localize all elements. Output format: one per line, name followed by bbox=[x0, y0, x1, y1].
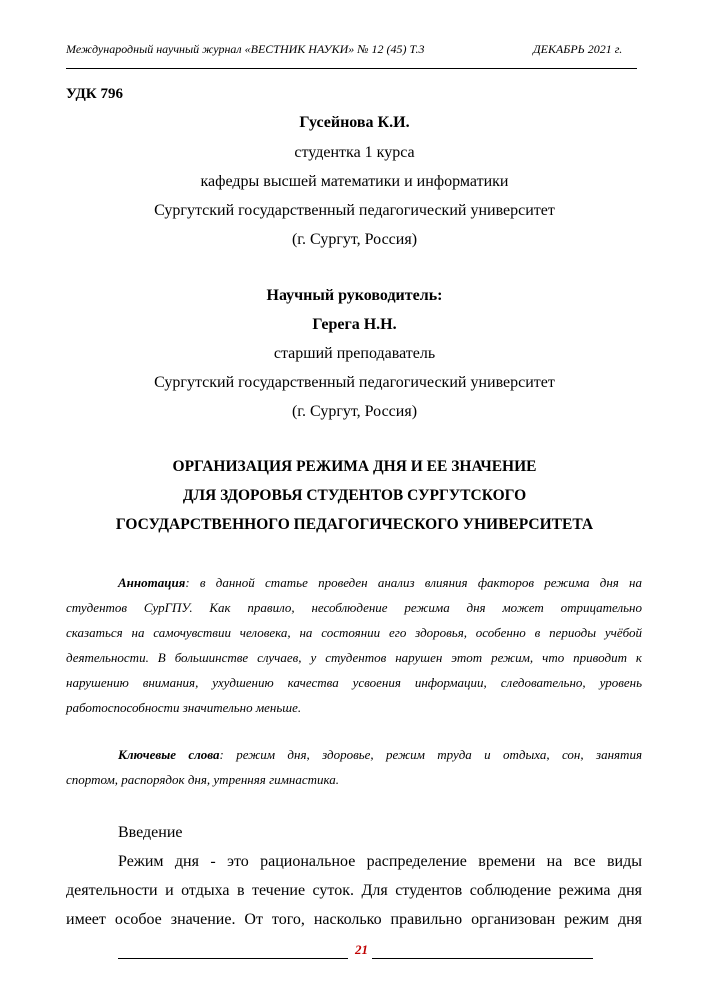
udk-code: УДК 796 bbox=[66, 86, 123, 102]
body-line: деятельности и отдыха в течение суток. Для студентов соблюдение режима дня bbox=[66, 882, 642, 899]
abstract-label: Аннотация bbox=[118, 575, 186, 590]
footer-divider-right bbox=[372, 958, 593, 959]
issue-date: ДЕКАБРЬ 2021 г. bbox=[533, 42, 623, 56]
abstract-line bbox=[118, 575, 642, 591]
footer-divider-left bbox=[118, 958, 348, 959]
title-line: ОРГАНИЗАЦИЯ РЕЖИМА ДНЯ И ЕЕ ЗНАЧЕНИЕ bbox=[172, 458, 537, 475]
title-line: ГОСУДАРСТВЕННОГО ПЕДАГОГИЧЕСКОГО УНИВЕРСИТЕТА bbox=[115, 516, 594, 533]
abstract-line: деятельности. В большинстве случаев, у студентов нарушен этот режим, что приводит к bbox=[66, 650, 642, 665]
abstract-text: : в данной статье проведен анализ влияния факторов режима дня на bbox=[185, 575, 642, 590]
advisor-location: (г. Сургут, Россия) bbox=[291, 403, 418, 420]
body-line: имеет особое значение. От того, насколько правильно организован режим дня bbox=[66, 911, 642, 928]
advisor-name: Герега Н.Н. bbox=[312, 316, 397, 333]
author-location: (г. Сургут, Россия) bbox=[291, 231, 418, 248]
advisor-university: Сургутский государственный педагогический университет bbox=[154, 374, 555, 391]
advisor-position: старший преподаватель bbox=[273, 345, 436, 362]
page-number: 21 bbox=[355, 942, 368, 957]
keywords-label: Ключевые слова bbox=[118, 747, 220, 762]
author-name: Гусейнова К.И. bbox=[299, 114, 410, 131]
author-position: студентка 1 курса bbox=[294, 144, 415, 161]
keywords-line: спортом, распорядок дня, утренняя гимнастика. bbox=[66, 772, 340, 787]
body-line: Режим дня - это рациональное распределение времени на все виды bbox=[118, 853, 642, 870]
author-university: Сургутский государственный педагогический университет bbox=[154, 202, 555, 219]
abstract-line: студентов СурГПУ. Как правило, несоблюдение режима дня может отрицательно bbox=[66, 600, 642, 615]
abstract-line: нарушению внимания, ухудшению качества усвоения информации, следовательно, уровень bbox=[66, 675, 642, 690]
title-line: ДЛЯ ЗДОРОВЬЯ СТУДЕНТОВ СУРГУТСКОГО bbox=[182, 487, 527, 504]
abstract-line: сказаться на самочувствии человека, на состоянии его здоровья, особенно в периоды учёбой bbox=[66, 625, 642, 640]
section-heading: Введение bbox=[118, 824, 183, 841]
journal-title: Международный научный журнал «ВЕСТНИК НАУКИ» № 12 (45) Т.3 bbox=[66, 42, 425, 56]
abstract-line: работоспособности значительно меньше. bbox=[66, 700, 302, 715]
advisor-label: Научный руководитель: bbox=[266, 287, 443, 304]
author-department: кафедры высшей математики и информатики bbox=[200, 173, 509, 190]
keywords-line bbox=[118, 747, 642, 763]
keywords-text: : режим дня, здоровье, режим труда и отдыха, сон, занятия bbox=[219, 747, 642, 762]
header-divider bbox=[66, 68, 637, 69]
